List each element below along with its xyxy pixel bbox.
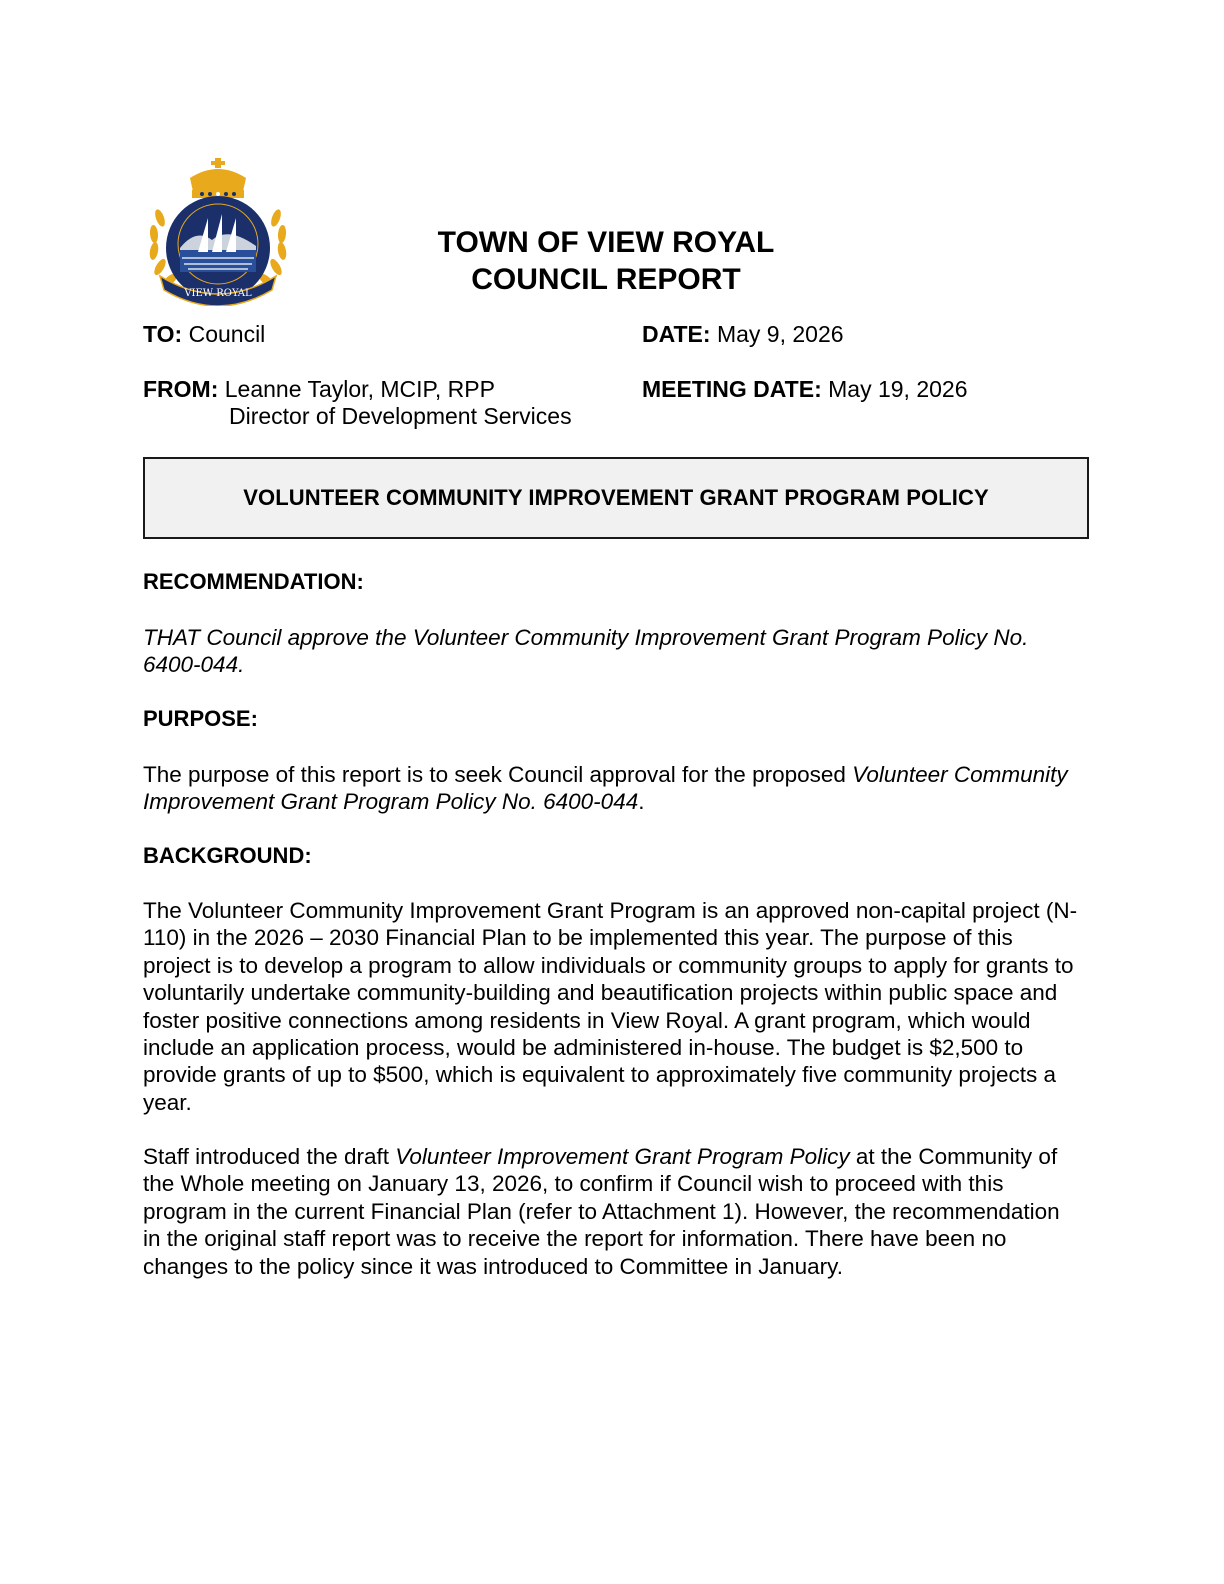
to-label: TO: <box>143 321 183 347</box>
subject-box <box>143 457 1089 539</box>
to-value: Council <box>188 321 266 347</box>
background-p2-end: at the Community of the Whole meeting on January 13, 2026, to confirm if Council wish to proceed with this program in the current Financial Plan (refer to Attachment 1). However, the recommendation in the original staff report was to receive the report for information. There have been no changes to the policy since it was introduced to Committee in January. <box>143 1144 1060 1279</box>
view-royal-crest-logo <box>146 156 290 306</box>
background-p2-policy-name: Volunteer Improvement Grant Program Policy <box>395 1144 850 1169</box>
subject-title: VOLUNTEER COMMUNITY IMPROVEMENT GRANT PROGRAM POLICY <box>243 485 989 510</box>
purpose-text <box>143 761 1078 816</box>
date-field <box>642 320 844 348</box>
background-paragraph-1: The Volunteer Community Improvement Grant Program is an approved non-capital project (N-110) in the 2026 – 2030 Financial Plan to be implemented this year. The purpose of this project is to develop a program to allow individuals or community groups to apply for grants to voluntarily undertake community-building and beautification projects within public space and foster positive connections among residents in View Royal. A grant program, which would include an application process, would be administered in-house. The budget is $2,500 to provide grants of up to $500, which is equivalent to approximately five community projects a year. <box>143 898 1078 1115</box>
purpose-text-start: The purpose of this report is to seek Council approval for the proposed <box>143 762 853 787</box>
from-role: Director of Development Services <box>229 403 572 429</box>
meeting-date-field <box>642 375 968 403</box>
purpose-policy-name: Volunteer Community Improvement Grant Program Policy No. 6400-044 <box>143 762 1068 815</box>
recommendation-heading: RECOMMENDATION: <box>143 569 364 594</box>
crest-banner-text: VIEW ROYAL <box>184 288 252 299</box>
date-label: DATE: <box>642 321 711 347</box>
report-title <box>396 224 816 298</box>
purpose-text-end: . <box>638 789 645 815</box>
crest-icon <box>146 156 290 306</box>
from-label: FROM: <box>143 376 219 402</box>
from-field <box>143 375 495 403</box>
recommendation-text: THAT Council approve the Volunteer Community Improvement Grant Program Policy No. 6400-044. <box>143 625 1029 678</box>
background-heading: BACKGROUND: <box>143 843 312 868</box>
background-p2-start: Staff introduced the draft <box>143 1144 396 1169</box>
report-type: COUNCIL REPORT <box>471 263 741 296</box>
date-value: May 9, 2026 <box>716 321 844 347</box>
meeting-date-value: May 19, 2026 <box>828 376 968 402</box>
background-paragraph-2 <box>143 1143 1078 1280</box>
meeting-date-label: MEETING DATE: <box>642 376 822 402</box>
purpose-heading: PURPOSE: <box>143 706 258 731</box>
to-field <box>143 320 265 348</box>
org-name: TOWN OF VIEW ROYAL <box>437 226 775 259</box>
from-name: Leanne Taylor, MCIP, RPP <box>224 376 495 402</box>
